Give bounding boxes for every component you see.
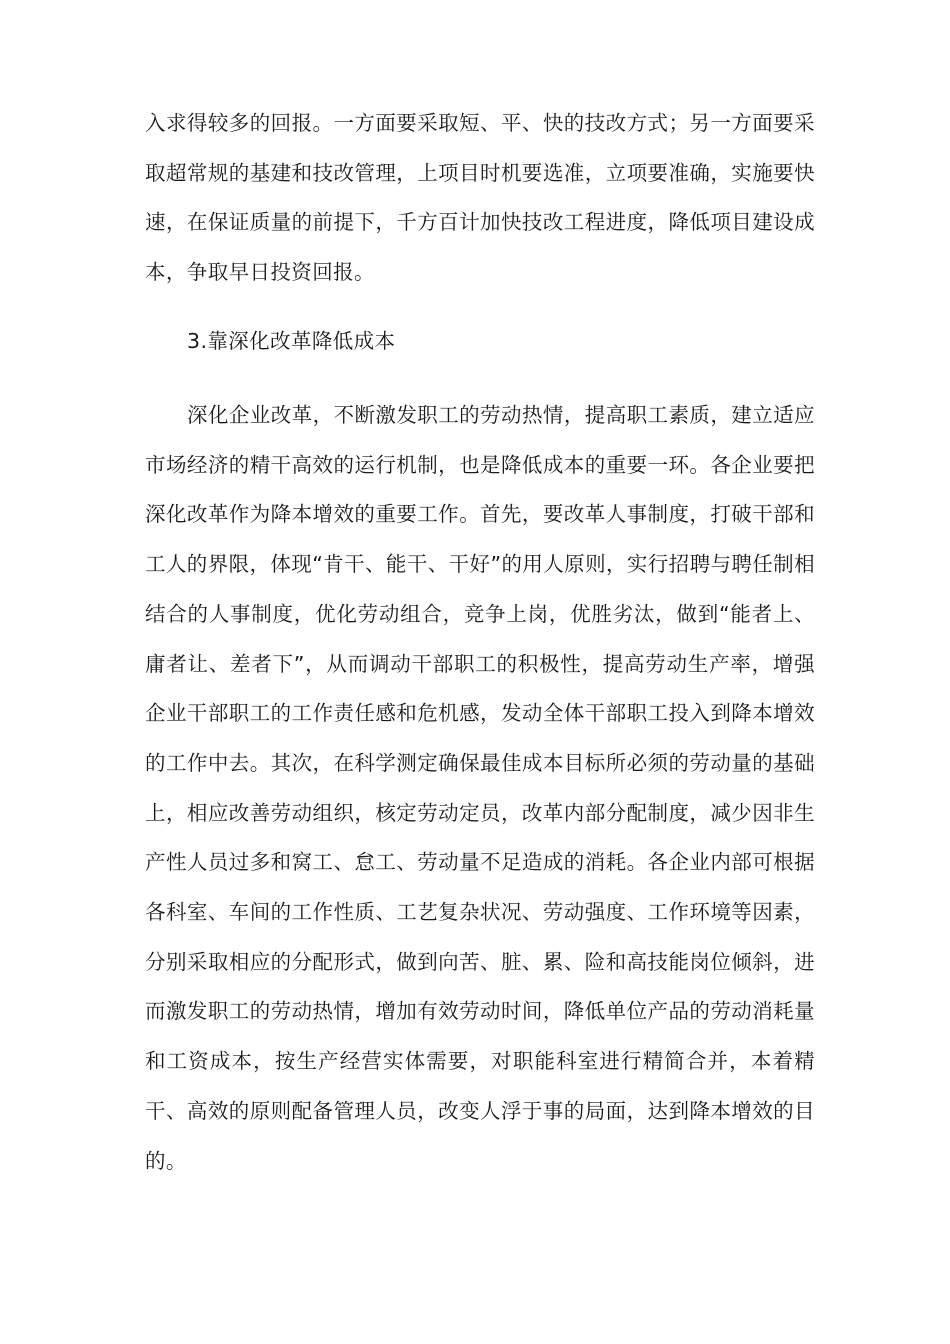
- section-heading-deepen-reform: 3.靠深化改革降低成本: [187, 329, 396, 353]
- paragraph-technical-renovation-continued: 入求得较多的回报。一方面要采取短、平、快的技改方式；另一方面要采取超常规的基建和技改管理，上项目时机要选准，立项要准确，实施要快速，在保证质量的前提下，千方百计加快技改工程进度，降低项目建设成本，争取早日投资回报。: [145, 111, 815, 285]
- paragraph-deepen-reform-body: 深化企业改革，不断激发职工的劳动热情，提高职工素质，建立适应市场经济的精干高效的运行机制，也是降低成本的重要一环。各企业要把深化改革作为降本增效的重要工作。首先，要改革人事制度，打破干部和工人的界限，体现“肯干、能干、干好”的用人原则，实行招聘与聘任制相结合的人事制度，优化劳动组合，竞争上岗，优胜劣汰，做到“能者上、庸者让、差者下”，从而调动干部职工的积极性，提高劳动生产率，增强企业干部职工的工作责任感和危机感，发动全体干部职工投入到降本增效的工作中去。其次，在科学测定确保最佳成本目标所必须的劳动量的基础上，相应改善劳动组织，核定劳动定员，改革内部分配制度，减少因非生产性人员过多和窝工、怠工、劳动量不足造成的消耗。各企业内部可根据各科室、车间的工作性质、工艺复杂状况、劳动强度、工作环境等因素，分别采取相应的分配形式，做到向苦、脏、累、险和高技能岗位倾斜，进而激发职工的劳动热情，增加有效劳动时间，降低单位产品的劳动消耗量和工资成本，按生产经营实体需要，对职能科室进行精简合并，本着精干、高效的原则配备管理人员，改变人浮于事的局面，达到降本增效的目的。: [145, 403, 815, 1173]
